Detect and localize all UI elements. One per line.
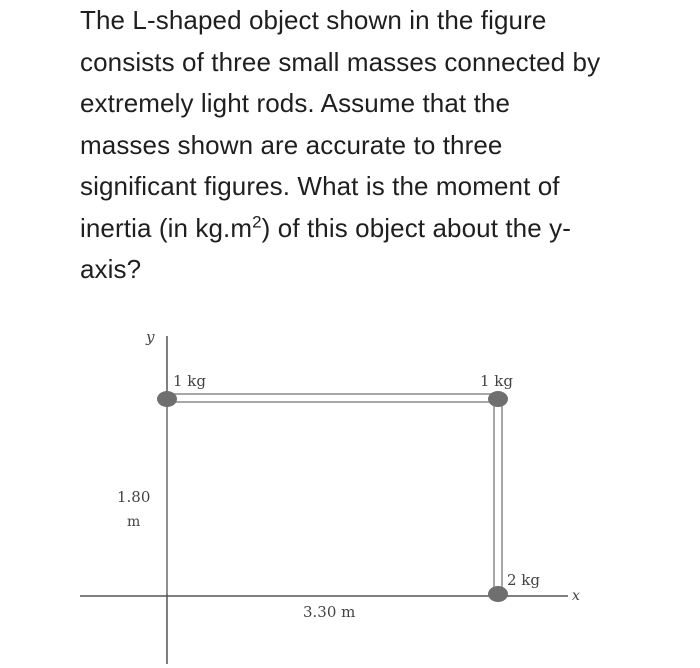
mass-top-right-label: 1 kg [480,372,514,390]
question-line-7: axis? [80,254,142,284]
mass-bottom-right-label: 2 kg [507,571,541,589]
mass-top-left [157,391,177,407]
question-line-5: significant figures. What is the moment of [80,171,560,201]
height-value-label: 1.80 [117,488,151,506]
question-line-2: consists of three small masses connected by [80,46,601,77]
squared-superscript: 2 [252,211,262,231]
question-line-6-start: inertia (in kg.m [80,212,253,243]
question-line-6-end: ) of this object about the y- [261,212,571,243]
question-line-3: extremely light rods. Assume that the [80,88,511,118]
question-line-4: masses shown are accurate to three [80,129,503,160]
y-axis-label: y [146,328,155,346]
mass-bottom-right [488,586,508,602]
right-rod [494,400,502,594]
x-axis-label: x [572,588,580,604]
mass-top-right [488,391,508,407]
width-label: 3.30 m [303,603,356,621]
mass-top-left-label: 1 kg [173,372,207,390]
question-line-1: The L-shaped object shown in the figure [80,5,547,35]
height-unit-label: m [127,514,141,530]
top-rod [170,394,498,402]
